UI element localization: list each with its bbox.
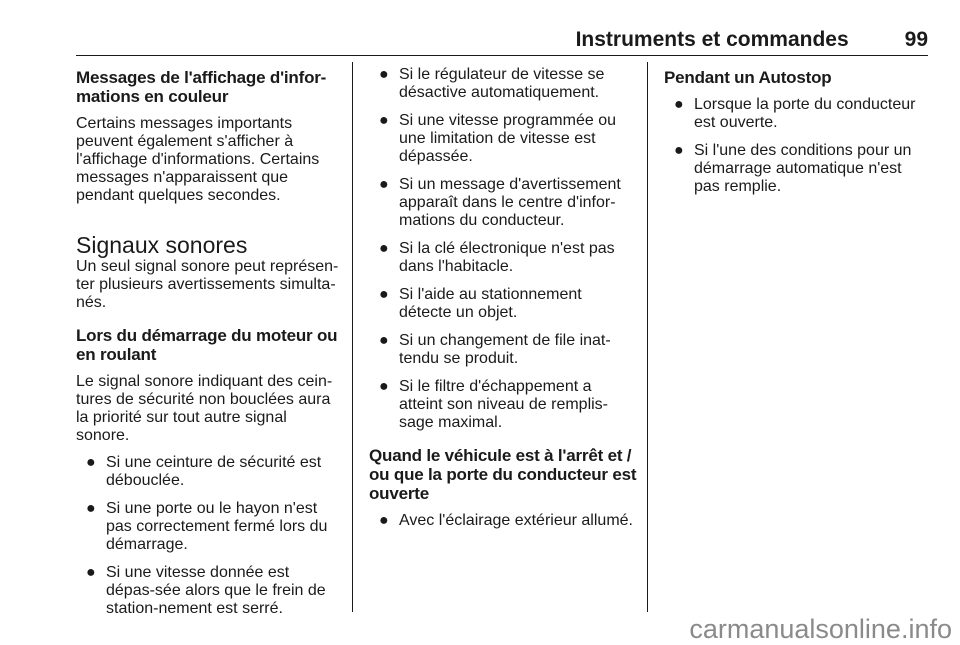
header-divider <box>76 55 928 56</box>
list-item: ● Si l'aide au stationnement détecte un objet. <box>379 286 582 321</box>
list-item: ● Si la clé électronique n'est pas dans l'habitacle. <box>379 240 615 275</box>
bullet-icon: ● <box>379 332 389 349</box>
list-item: ● Lorsque la porte du conducteur est ouverte. <box>674 96 916 131</box>
list-item: ● Si une vitesse programmée ou une limitation de vitesse est dépassée. <box>379 112 616 165</box>
bullet-icon: ● <box>379 66 389 83</box>
heading-engine-start: Lors du démarrage du moteur ou en roulant <box>76 326 338 364</box>
heading-vehicle-stopped: Quand le véhicule est à l'arrêt et / ou que la porte du conducteur est ouverte <box>369 446 637 503</box>
bullet-icon: ● <box>86 564 96 581</box>
column-divider-1 <box>352 62 353 612</box>
section-title: Instruments et commandes <box>575 28 849 51</box>
bullet-icon: ● <box>674 142 684 159</box>
bullet-list-col1 <box>76 454 342 618</box>
bullet-list-col3 <box>664 96 930 196</box>
list-item: ● Si le régulateur de vitesse se désactive automatiquement. <box>379 66 605 101</box>
watermark: carmanualsonline.info <box>689 614 952 644</box>
heading-color-info-messages: Messages de l'affichage d'infor-mations en couleur <box>76 68 327 106</box>
bullet-icon: ● <box>674 96 684 113</box>
list-item: ● Avec l'éclairage extérieur allumé. <box>379 512 633 529</box>
bullet-list-col2-b <box>369 512 637 530</box>
column-divider-2 <box>647 62 648 612</box>
list-item: ● Si une porte ou le hayon n'est pas correctement fermé lors du démarrage. <box>86 500 328 553</box>
page-number: 99 <box>904 28 928 51</box>
column-1 <box>76 62 342 628</box>
heading-sound-signals: Signaux sonores <box>76 232 248 258</box>
column-2 <box>369 62 637 540</box>
paragraph-messages: Certains messages importants peuvent également s'afficher à l'affichage d'informations. Certains messages n'apparaissent que pendant quelques secondes. <box>76 115 320 204</box>
heading-autostop: Pendant un Autostop <box>664 68 832 87</box>
bullet-icon: ● <box>379 112 389 129</box>
list-item: ● Si un changement de file inat-tendu se produit. <box>379 332 611 367</box>
paragraph-seatbelt-priority: Le signal sonore indiquant des cein-tures de sécurité non bouclées aura la priorité sur tout autre signal sonore. <box>76 373 333 444</box>
bullet-icon: ● <box>86 454 96 471</box>
column-3 <box>664 62 930 206</box>
page-header <box>76 28 928 52</box>
list-item: ● Si un message d'avertissement apparaît dans le centre d'infor-mations du conducteur. <box>379 176 621 229</box>
bullet-icon: ● <box>379 512 389 529</box>
bullet-list-col2 <box>369 66 637 432</box>
bullet-icon: ● <box>379 240 389 257</box>
list-item: ● Si l'une des conditions pour un démarrage automatique n'est pas remplie. <box>674 142 912 195</box>
list-item: ● Si une vitesse donnée est dépas-sée alors que le frein de station-nement est serré. <box>86 564 326 617</box>
paragraph-signals: Un seul signal sonore peut représen-ter plusieurs avertissements simulta-nés. <box>76 258 339 311</box>
list-item: ● Si le filtre d'échappement a atteint son niveau de remplis-sage maximal. <box>379 378 608 431</box>
bullet-icon: ● <box>379 286 389 303</box>
bullet-icon: ● <box>86 500 96 517</box>
bullet-icon: ● <box>379 176 389 193</box>
bullet-icon: ● <box>379 378 389 395</box>
list-item: ● Si une ceinture de sécurité est débouclée. <box>86 454 322 489</box>
